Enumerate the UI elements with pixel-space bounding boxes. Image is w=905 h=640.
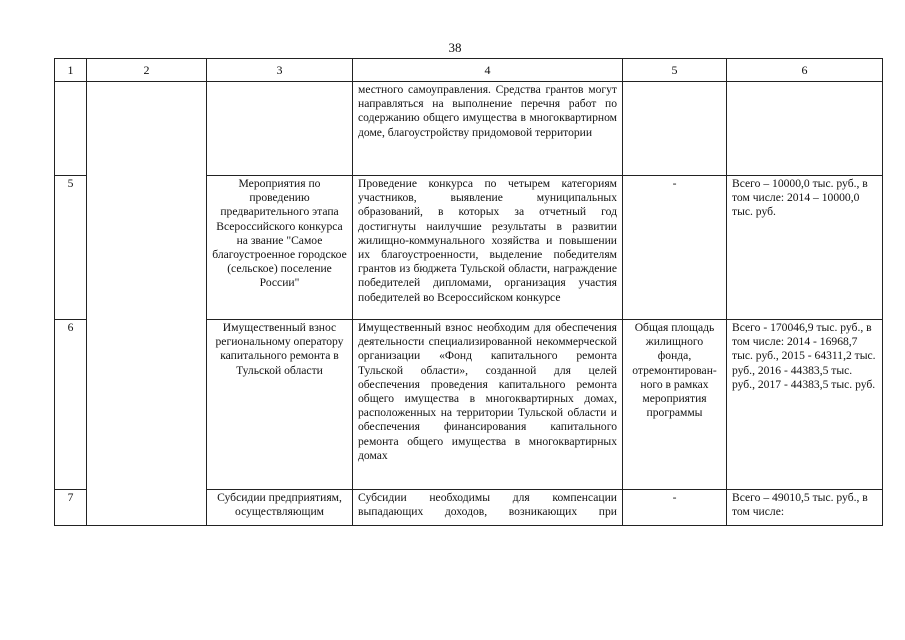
event-cell: Имущественный взнос региональному оператору капитального ремонта в Тульской области <box>207 320 353 490</box>
description-cell <box>353 176 623 320</box>
merged-column-2-cell <box>87 82 207 526</box>
row-number: 5 <box>55 176 87 320</box>
funding-cell <box>727 82 883 176</box>
event-cell: Субсидии предприятиям, осуществляющим <box>207 490 353 526</box>
column-header-3: 3 <box>207 59 353 82</box>
table-row <box>55 82 883 176</box>
column-header-2: 2 <box>87 59 207 82</box>
funding-cell: Всего – 49010,5 тыс. руб., в том числе: <box>727 490 883 526</box>
row-number: 6 <box>55 320 87 490</box>
description-text: местного самоуправления. Средства грантов могут направляться на выполнение перечня работ по содержанию общего имущества в многоквартирном доме, благоустройству придомовой территории <box>358 83 617 139</box>
funding-cell: Всего – 10000,0 тыс. руб., в том числе: 2014 – 10000,0 тыс. руб. <box>727 176 883 320</box>
event-cell: Мероприятия по проведению предварительного этапа Всероссийского конкурса на звание "Самое благоустроенное городское (сельское) поселение России" <box>207 176 353 320</box>
row-number <box>55 82 87 176</box>
column-header-4: 4 <box>353 59 623 82</box>
column-header-6: 6 <box>727 59 883 82</box>
description-cell <box>353 82 623 176</box>
column-header-5: 5 <box>623 59 727 82</box>
indicator-cell: - <box>623 176 727 320</box>
page-number: 38 <box>448 40 462 55</box>
indicator-cell: Общая площадь жилищного фонда, отремонтирован-ного в рамках мероприятия программы <box>623 320 727 490</box>
indicator-cell: - <box>623 490 727 526</box>
column-header-1: 1 <box>55 59 87 82</box>
description-cell: Субсидии необходимы для компенсации выпадающих доходов, возникающих при <box>353 490 623 526</box>
header-row <box>55 59 883 82</box>
description-text: Имущественный взнос необходим для обеспечения деятельности специализированной некоммерческой организации «Фонд капитального ремонта Тульской области», созданной для целей обеспечения проведения капитального ремонта общего имущества в многоквартирных домах, расположенных на территории Тульской области и обеспечения финансирования капитального ремонта общего имущества в многоквартирных домах <box>358 321 617 462</box>
description-text: Проведение конкурса по четырем категориям участников, выявление муниципальных образований, в которых за отчетный год достигнуты наилучшие результаты в развитии жилищно-коммунального хозяйства и повышении их благоустроенности, выделение победителям грантов из бюджета Тульской области, награждение победителей дипломами, организация участия победителей во Всероссийском конкурсе <box>358 177 617 304</box>
program-table <box>54 58 883 526</box>
description-cell <box>353 320 623 490</box>
indicator-cell <box>623 82 727 176</box>
funding-cell: Всего - 170046,9 тыс. руб., в том числе: 2014 - 16968,7 тыс. руб., 2015 - 64311,2 тыс. руб., 2016 - 44383,5 тыс. руб., 2017 - 44383,5 тыс. руб. <box>727 320 883 490</box>
row-number: 7 <box>55 490 87 526</box>
event-cell <box>207 82 353 176</box>
